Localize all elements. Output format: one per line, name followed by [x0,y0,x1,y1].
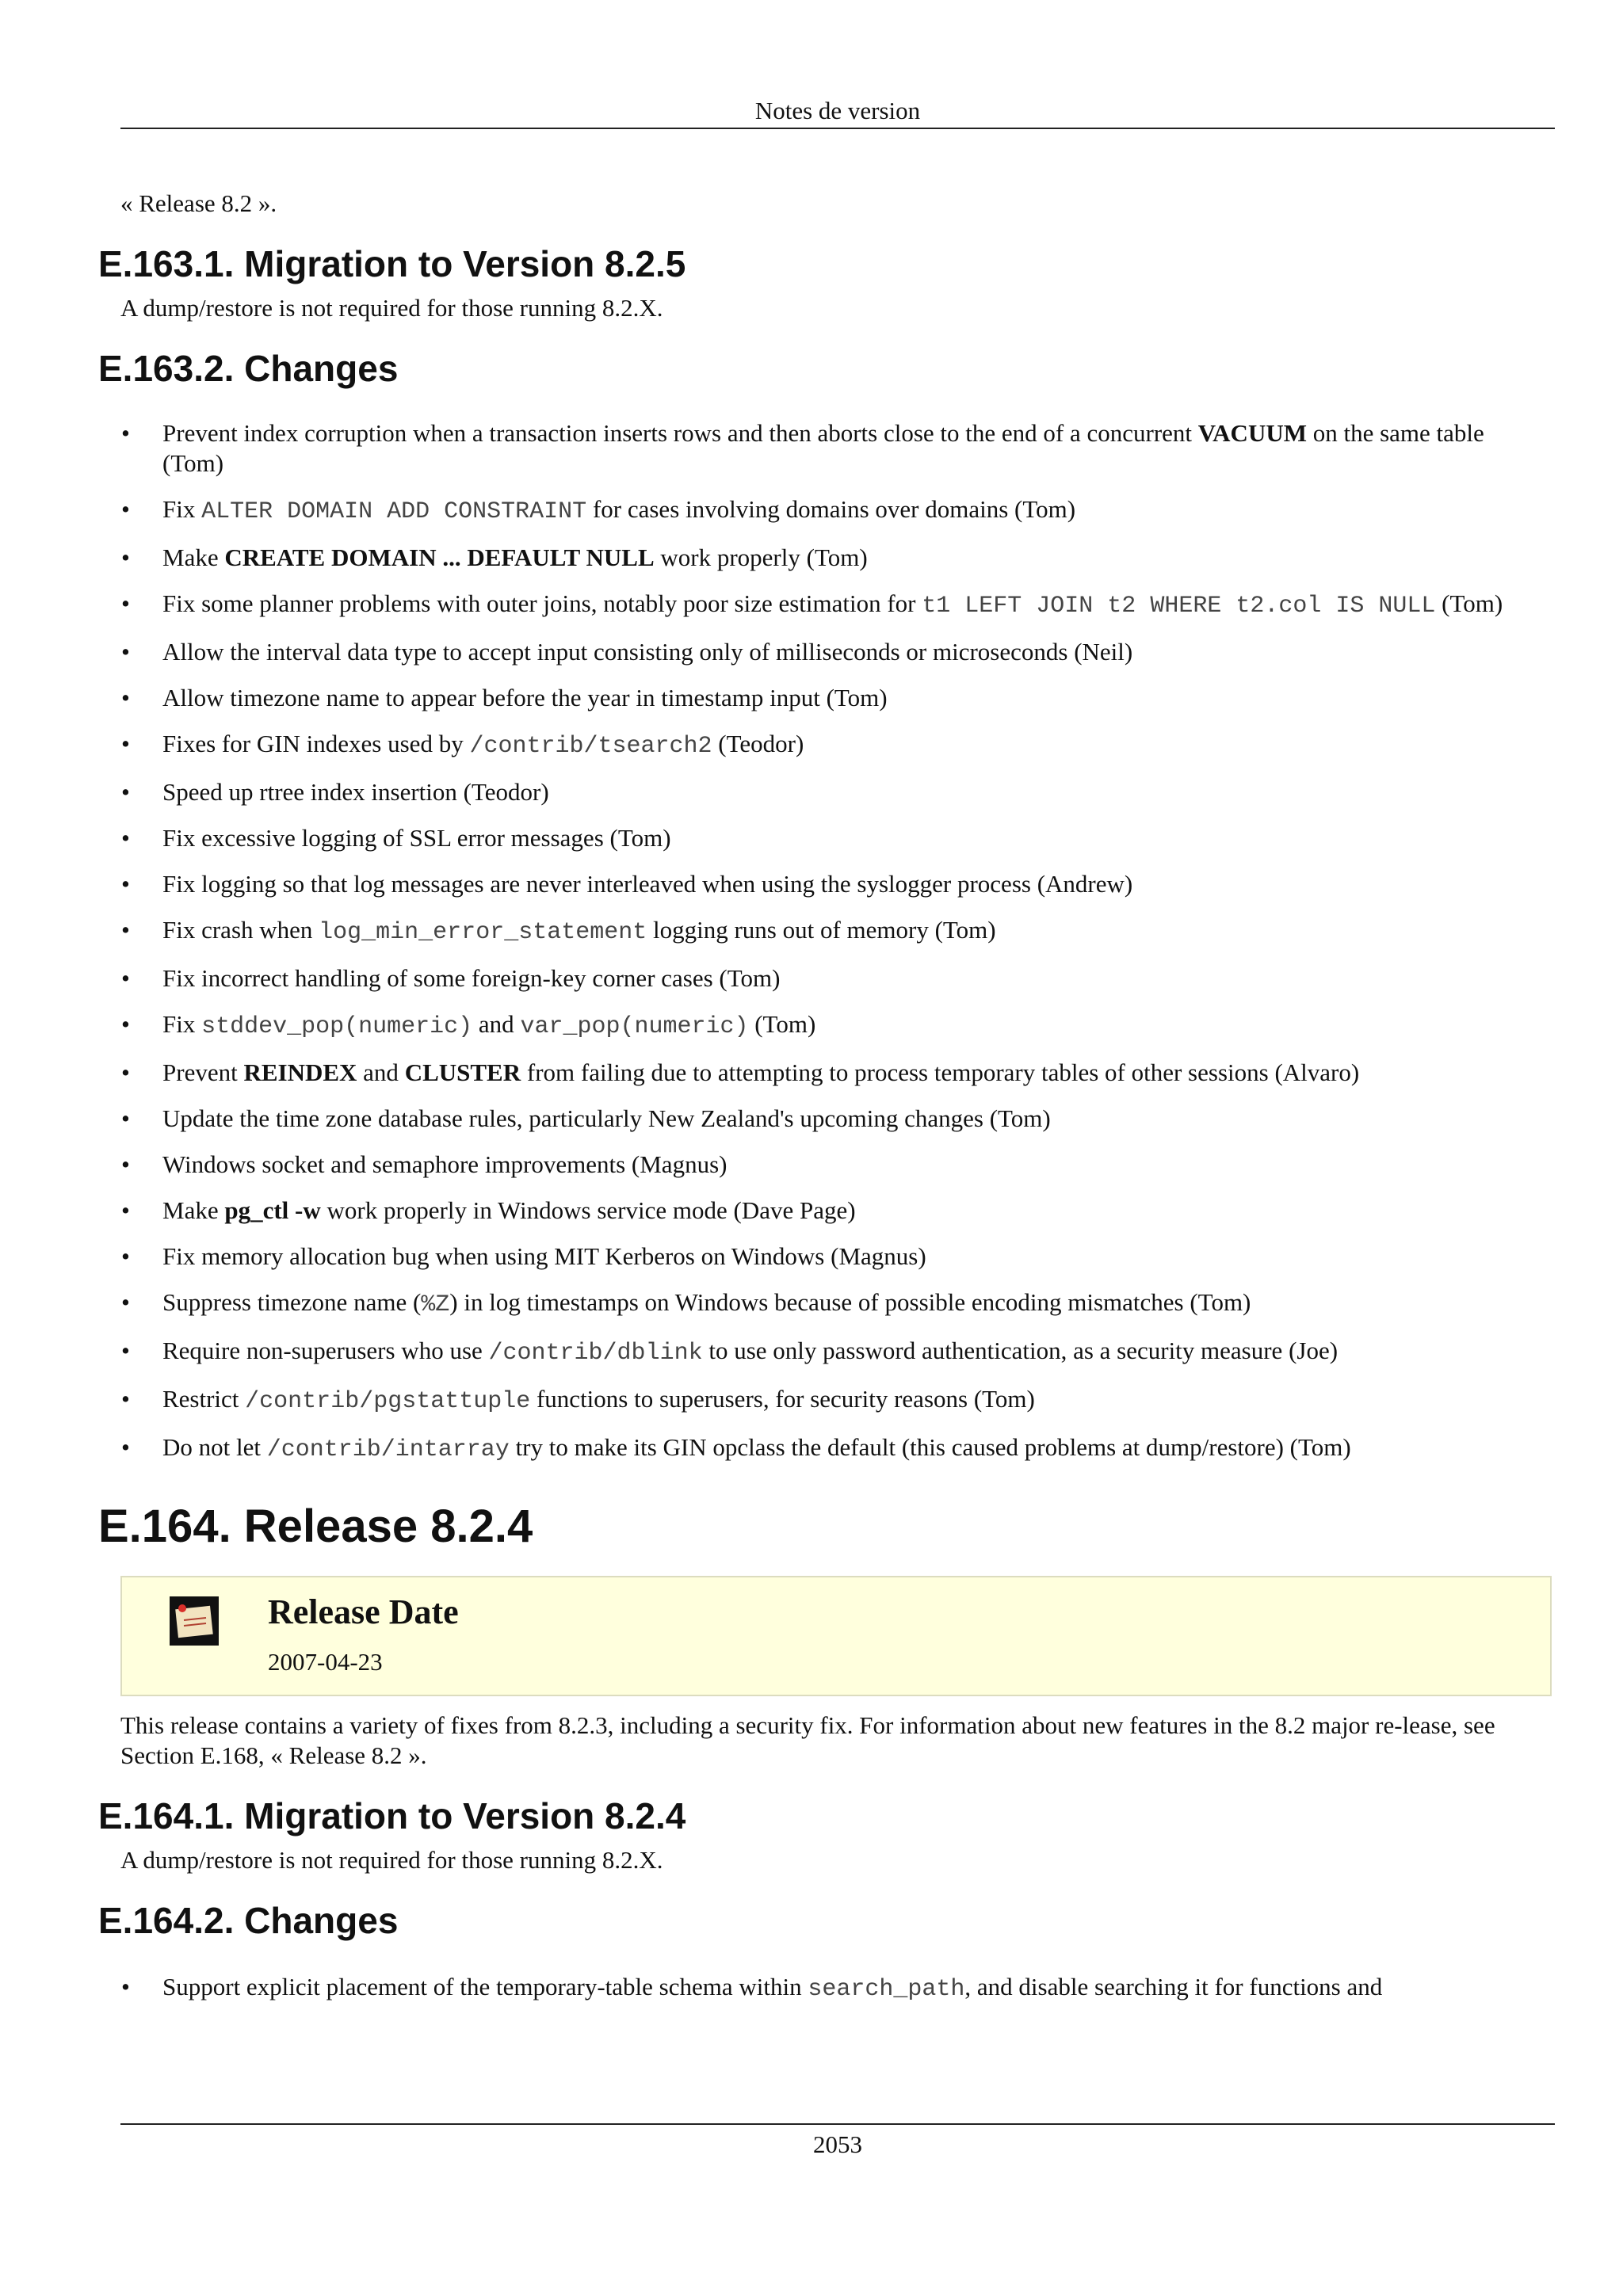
bullet: • [121,684,130,711]
item-text: Prevent [162,1058,244,1086]
item-text: , and disable searching it for functions and [964,1973,1383,2000]
item-text: logging runs out of memory (Tom) [647,916,996,944]
item-text: and [472,1010,521,1038]
bullet: • [121,1973,130,2000]
bullet: • [121,964,130,992]
item-code: /contrib/tsearch2 [469,733,712,760]
item-code: var_pop(numeric) [520,1013,749,1040]
item-text: work properly (Tom) [654,543,868,571]
migration-8-2-5-text: A dump/restore is not required for those running 8.2.X. [120,294,663,322]
item-text: from failing due to attempting to process temporary tables of other sessions (Alvaro) [521,1058,1360,1086]
list-item [121,869,1532,899]
item-code: /contrib/dblink [488,1340,703,1367]
item-text: and [357,1058,405,1086]
list-item [121,1972,1532,2004]
list-item [121,729,1532,761]
bullet: • [121,1196,130,1224]
item-text: Fixes for GIN indexes used by [162,730,470,757]
item-text: on the same table (Tom) [162,419,1484,477]
item-text: Fix some planner problems with outer joins, notably poor size estimation for [162,589,922,617]
page-content [0,189,1623,2020]
item-text: Speed up rtree index insertion (Teodor) [162,778,549,806]
list-item [121,1287,1532,1320]
item-code: search_path [808,1976,965,2003]
item-text: ) in log timestamps on Windows because of possible encoding mismatches (Tom) [449,1288,1251,1316]
bullet: • [121,1288,130,1316]
item-text: try to make its GIN opclass the default (this caused problems at dump/restore) (Tom) [509,1433,1351,1461]
heading-e164-1: E.164.1. Migration to Version 8.2.4 [98,1795,686,1836]
bullet: • [121,1337,130,1364]
header-rule [120,128,1555,129]
bullet: • [121,495,130,523]
item-code: /contrib/pgstattuple [245,1388,531,1415]
item-text: Prevent index corruption when a transaction inserts rows and then aborts close to the end of a concurrent [162,419,1198,447]
heading-e164: E.164. Release 8.2.4 [98,1501,533,1552]
item-text: Make [162,543,225,571]
item-text: for cases involving domains over domains (Tom) [586,495,1076,523]
list-item [121,683,1532,713]
list-item [121,1009,1532,1042]
item-text: Fix crash when [162,916,319,944]
bullet: • [121,543,130,571]
heading-e163-2: E.163.2. Changes [98,348,399,389]
note-title: Release Date [268,1592,459,1631]
list-item [121,1196,1532,1226]
item-code: %Z [421,1291,450,1318]
item-text: Fix excessive logging of SSL error messages (Tom) [162,824,671,852]
item-code: ALTER DOMAIN ADD CONSTRAINT [201,498,587,525]
item-text: Allow timezone name to appear before the year in timestamp input (Tom) [162,684,888,711]
item-bold: CLUSTER [404,1058,521,1086]
item-text: to use only password authentication, as a security measure (Joe) [702,1337,1338,1364]
list-item [121,589,1532,621]
list-item [121,418,1532,479]
heading-e163-1: E.163.1. Migration to Version 8.2.5 [98,243,686,284]
heading-e164-2: E.164.2. Changes [98,1900,399,1941]
list-item [121,1150,1532,1180]
item-text: Suppress timezone name ( [162,1288,422,1316]
item-text: Make [162,1196,225,1224]
list-item [121,1241,1532,1272]
list-item [121,543,1532,573]
list-item [121,1104,1532,1134]
item-text: Do not let [162,1433,267,1461]
list-item [121,1384,1532,1417]
list-item [121,1432,1532,1465]
list-item [121,915,1532,948]
bullet: • [121,1385,130,1413]
note-icon [170,1596,219,1646]
changes-list-8-2-5 [0,418,1623,1465]
item-bold: VACUUM [1197,419,1307,447]
page-number: 2053 [813,2130,862,2158]
bullet: • [121,1104,130,1132]
bullet: • [121,824,130,852]
bullet: • [121,589,130,617]
item-text: (Teodor) [712,730,804,757]
bullet: • [121,419,130,447]
bullet: • [121,1010,130,1038]
list-item [121,823,1532,853]
item-code: /contrib/intarray [266,1436,510,1463]
release-date-value: 2007-04-23 [268,1648,383,1676]
release-date-note [120,1576,1552,1696]
item-text: Fix incorrect handling of some foreign-key corner cases (Tom) [162,964,781,992]
item-text: Fix [162,495,202,523]
bullet: • [121,916,130,944]
list-item [121,494,1532,527]
bullet: • [121,778,130,806]
release-8-2-4-intro: This release contains a variety of fixes from 8.2.3, including a security fix. For information about new features in the 8.2 major re-lease, see Section E.168, « Release 8.2 ». [120,1711,1495,1769]
migration-8-2-4-text: A dump/restore is not required for those running 8.2.X. [120,1846,663,1874]
item-text: Fix [162,1010,202,1038]
item-code: log_min_error_statement [319,919,647,946]
item-text: Update the time zone database rules, particularly New Zealand's upcoming changes (Tom) [162,1104,1051,1132]
item-code: t1 LEFT JOIN t2 WHERE t2.col IS NULL [922,593,1436,620]
item-bold: CREATE DOMAIN ... DEFAULT NULL [224,543,655,571]
item-code: stddev_pop(numeric) [201,1013,473,1040]
item-text: Fix logging so that log messages are never interleaved when using the syslogger process (Andrew) [162,870,1133,898]
item-text: Require non-superusers who use [162,1337,489,1364]
item-text: (Tom) [1435,589,1503,617]
running-header: Notes de version [754,97,921,124]
bullet: • [121,1242,130,1270]
list-item [121,1058,1532,1088]
item-bold: pg_ctl -w [224,1196,321,1224]
bullet: • [121,1150,130,1178]
item-text: work properly in Windows service mode (Dave Page) [320,1196,856,1224]
list-item [121,1336,1532,1368]
footer-rule [120,2123,1555,2125]
item-text: Support explicit placement of the temporary-table schema within [162,1973,808,2000]
item-text: Restrict [162,1385,246,1413]
item-bold: REINDEX [243,1058,357,1086]
item-text: Fix memory allocation bug when using MIT Kerberos on Windows (Magnus) [162,1242,926,1270]
item-text: Windows socket and semaphore improvements (Magnus) [162,1150,727,1178]
item-text: Allow the interval data type to accept input consisting only of milliseconds or microseconds (Neil) [162,638,1133,666]
bullet: • [121,730,130,757]
list-item [121,963,1532,994]
intro-fragment: « Release 8.2 ». [120,189,277,217]
bullet: • [121,1058,130,1086]
bullet: • [121,870,130,898]
bullet: • [121,1433,130,1461]
item-text: functions to superusers, for security reasons (Tom) [530,1385,1035,1413]
list-item [121,637,1532,667]
changes-list-8-2-4 [0,1972,1623,2004]
bullet: • [121,638,130,666]
item-text: (Tom) [748,1010,816,1038]
list-item [121,777,1532,807]
